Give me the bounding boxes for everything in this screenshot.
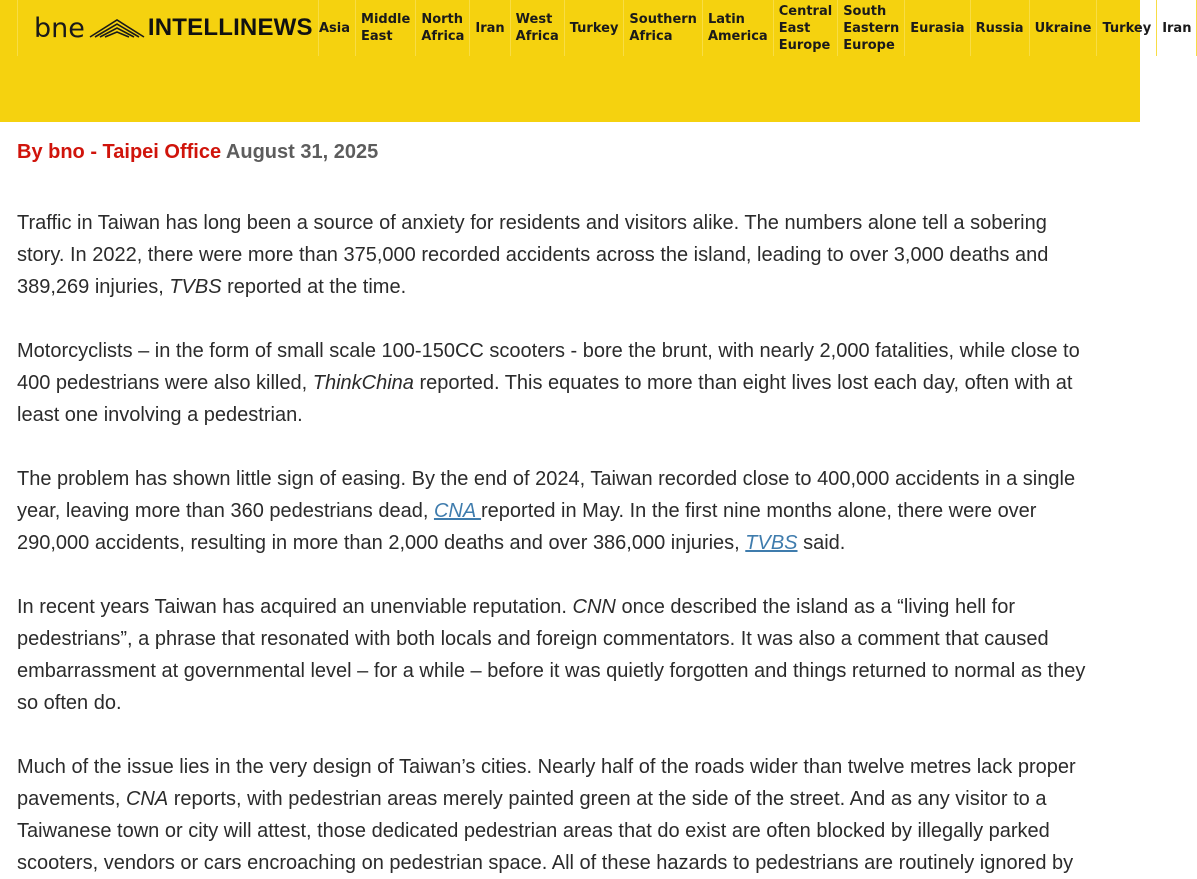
- text-segment: pavements,: [17, 788, 126, 810]
- site-logo[interactable]: [17, 0, 319, 56]
- text-segment: 290,000 accidents, resulting in more than 2,000 deaths and over 386,000 injuries,: [17, 532, 746, 554]
- nav-item-middle-east[interactable]: Middle East: [356, 0, 416, 56]
- nav-item-russia[interactable]: Russia: [971, 0, 1030, 56]
- nav-item-southern-africa[interactable]: Southern Africa: [624, 0, 703, 56]
- nav-item-turkey[interactable]: Turkey: [565, 0, 625, 56]
- source-name: TVBS: [169, 276, 222, 298]
- source-name: CNN: [572, 596, 616, 618]
- text-segment: least one involving a pedestrian.: [17, 404, 303, 426]
- byline-date: August 31, 2025: [225, 141, 379, 163]
- text-segment: Much of the issue lies in the very design of Taiwan’s cities. Nearly half of the roads wider than twelve metres lack proper: [17, 756, 1076, 778]
- text-segment: Motorcyclists – in the form of small scale 100-150CC scooters - bore the brunt, with nearly 2,000 fatalities, while close to: [17, 340, 1080, 362]
- text-segment: year, leaving more than 360 pedestrians dead,: [17, 500, 434, 522]
- source-link[interactable]: CNA: [433, 500, 481, 522]
- text-segment: embarrassment at governmental level – for a while – before it was quietly forgotten and things returned to normal as they: [17, 660, 1086, 682]
- logo-intellinews-text: INTELLINEWS: [147, 14, 313, 41]
- nav-item-north-africa[interactable]: North Africa: [416, 0, 470, 56]
- nav-item-latin-america[interactable]: Latin America: [703, 0, 774, 56]
- text-segment: so often do.: [17, 692, 122, 714]
- byline-author[interactable]: By bno - Taipei Office: [17, 141, 222, 163]
- text-segment: Traffic in Taiwan has long been a source of anxiety for residents and visitors alike. The numbers alone tell a sobering: [17, 212, 1047, 234]
- text-segment: story. In 2022, there were more than 375,000 recorded accidents across the island, leading to over 3,000 deaths and: [17, 244, 1049, 266]
- logo-mountain-icon: [88, 17, 146, 39]
- text-segment: In recent years Taiwan has acquired an unenviable reputation.: [17, 596, 573, 618]
- source-name: ThinkChina: [312, 372, 414, 394]
- text-segment: The problem has shown little sign of easing. By the end of 2024, Taiwan recorded close to 400,000 accidents in a single: [17, 468, 1076, 490]
- article-paragraph: [17, 751, 1147, 879]
- logo-bne-text: bne: [34, 12, 85, 44]
- site-header: [0, 0, 1192, 122]
- region-nav: [314, 0, 1197, 56]
- nav-item-iran[interactable]: Iran: [1157, 0, 1197, 56]
- text-segment: scooters, vendors or cars encroaching on pedestrian space. All of these hazards to pedestrians are routinely ignored by: [17, 852, 1074, 874]
- text-segment: reported. This equates to more than eight lives lost each day, often with at: [413, 372, 1073, 394]
- nav-item-south-eastern-europe[interactable]: South Eastern Europe: [838, 0, 905, 56]
- text-segment: reports, with pedestrian areas merely painted green at the side of the street. And as any visitor to a: [168, 788, 1047, 810]
- source-link[interactable]: TVBS: [745, 532, 798, 554]
- article: [17, 138, 1147, 879]
- byline: [17, 138, 1147, 166]
- article-paragraph: [17, 207, 1147, 303]
- text-segment: 400 pedestrians were also killed,: [17, 372, 313, 394]
- text-segment: reported at the time.: [221, 276, 407, 298]
- nav-item-asia[interactable]: Asia: [314, 0, 356, 56]
- nav-item-iran[interactable]: Iran: [470, 0, 510, 56]
- nav-item-turkey[interactable]: Turkey: [1097, 0, 1157, 56]
- source-name: CNA: [125, 788, 169, 810]
- text-segment: said.: [797, 532, 846, 554]
- article-paragraph: [17, 591, 1147, 719]
- nav-item-eurasia[interactable]: Eurasia: [905, 0, 970, 56]
- text-segment: reported in May. In the first nine months alone, there were over: [481, 500, 1037, 522]
- text-segment: 389,269 injuries,: [17, 276, 170, 298]
- text-segment: once described the island as a “living hell for: [615, 596, 1016, 618]
- text-segment: Taiwanese town or city will attest, those dedicated pedestrian areas that do exist are often blocked by illegally parked: [17, 820, 1050, 842]
- nav-item-central-east-europe[interactable]: Central East Europe: [774, 0, 838, 56]
- text-segment: pedestrians”, a phrase that resonated with both locals and foreign commentators. It was also a comment that caused: [17, 628, 1049, 650]
- article-body: [17, 207, 1147, 879]
- article-paragraph: [17, 463, 1147, 559]
- nav-item-west-africa[interactable]: West Africa: [511, 0, 565, 56]
- article-paragraph: [17, 335, 1147, 431]
- nav-item-ukraine[interactable]: Ukraine: [1030, 0, 1098, 56]
